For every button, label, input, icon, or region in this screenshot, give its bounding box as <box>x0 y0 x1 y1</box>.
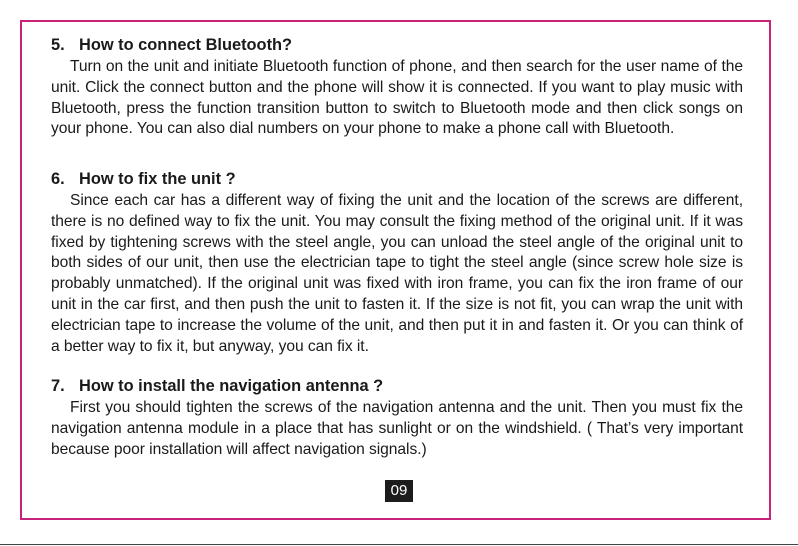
section-title: How to connect Bluetooth? <box>79 36 293 54</box>
section-body: Since each car has a different way of fixing the unit and the location of the screws are different, there is no defined way to fix the unit. You may consult the fixing method of the original unit. If it was fixed by tightening screws with the steel angle, you can unload the steel angle of the original unit to both sides of our unit, then use the electrician tape to tight the steel angle (since screw hole size is probably unmatched). If the original unit was fixed with iron frame, you can fix the iron frame of our unit in the car first, and then push the unit to fasten it. If the size is not fit, you can wrap the unit with electrician tape to increase the volume of the unit, and then put it in and fasten it. Or you can think of a better way to fix it, but anyway, you can fix it. <box>51 192 743 355</box>
section-title: How to install the navigation antenna ? <box>79 377 384 395</box>
bottom-divider <box>0 544 798 545</box>
section-body: Turn on the unit and initiate Bluetooth function of phone, and then search for the user name of the unit. Click the connect button and the phone will show it is connected. If you want to play music with Bluetooth, press the function transition button to switch to Bluetooth mode and then click songs on your phone. You can also dial numbers on your phone to make a phone call with Bluetooth. <box>51 58 743 138</box>
section-navigation-antenna <box>51 376 743 460</box>
section-number: 7. <box>51 377 65 395</box>
section-heading <box>51 169 743 189</box>
section-connect-bluetooth <box>51 35 743 140</box>
section-heading <box>51 35 743 55</box>
section-heading <box>51 376 743 396</box>
page-number-badge: 09 <box>385 480 413 502</box>
section-body: First you should tighten the screws of the navigation antenna and the unit. Then you must fix the navigation antenna module in a place that has sunlight or on the windshield. ( That’s very important because poor installation will affect navigation signals.) <box>51 399 743 458</box>
section-title: How to fix the unit ? <box>79 170 236 188</box>
section-number: 5. <box>51 36 65 54</box>
section-fix-unit <box>51 169 743 357</box>
section-number: 6. <box>51 170 65 188</box>
